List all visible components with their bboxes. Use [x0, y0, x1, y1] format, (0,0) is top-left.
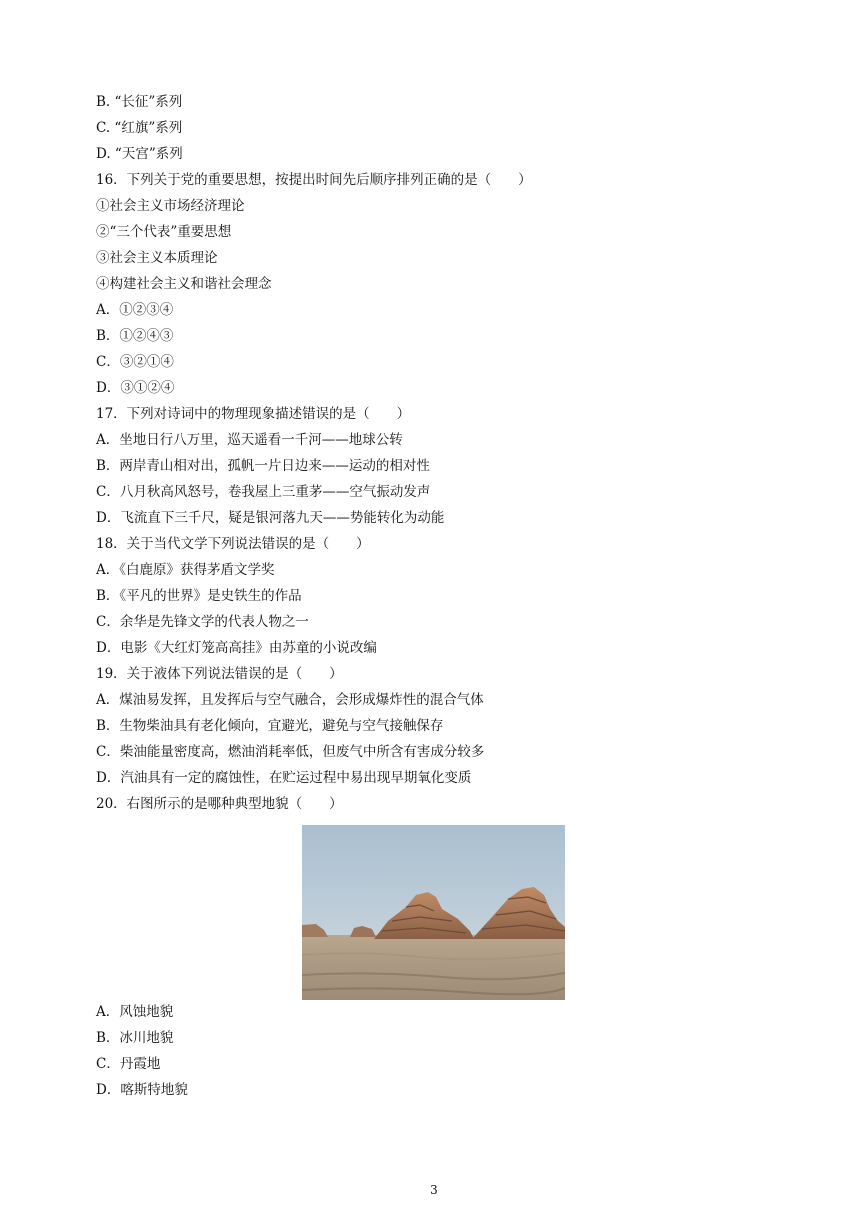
- q18-stem: 18．关于当代文学下列说法错误的是（ ）: [96, 536, 370, 552]
- q16-item-2: ②“三个代表”重要思想: [96, 224, 232, 240]
- q19-option-c: C．柴油能量密度高，燃油消耗率低，但废气中所含有害成分较多: [96, 744, 485, 760]
- q16-stem: 16．下列关于党的重要思想，按提出时间先后顺序排列正确的是（ ）: [96, 172, 532, 188]
- yardang-landform-photo: [302, 825, 565, 1000]
- q16-option-c: C．③②①④: [96, 354, 174, 370]
- q20-option-c: C．丹霞地: [96, 1056, 161, 1072]
- q16-item-1: ①社会主义市场经济理论: [96, 198, 245, 214]
- q20-stem: 20．右图所示的是哪种典型地貌（ ）: [96, 796, 343, 812]
- q17-stem: 17．下列对诗词中的物理现象描述错误的是（ ）: [96, 406, 411, 422]
- q18-option-d: D．电影《大红灯笼高高挂》由苏童的小说改编: [96, 640, 377, 656]
- q17-option-d: D．飞流直下三千尺，疑是银河落九天——势能转化为动能: [96, 510, 445, 526]
- q16-option-d: D．③①②④: [96, 380, 175, 396]
- q19-option-d: D．汽油具有一定的腐蚀性，在贮运过程中易出现早期氧化变质: [96, 770, 472, 786]
- q20-option-b: B．冰川地貌: [96, 1030, 174, 1046]
- q16-option-b: B．①②④③: [96, 328, 174, 344]
- q18-option-a: A．《白鹿原》获得茅盾文学奖: [96, 562, 275, 578]
- q16-item-3: ③社会主义本质理论: [96, 250, 218, 266]
- q17-option-c: C．八月秋高风怒号，卷我屋上三重茅——空气振动发声: [96, 484, 431, 500]
- q15-option-c: C. “红旗”系列: [96, 120, 183, 136]
- q16-item-4: ④构建社会主义和谐社会理念: [96, 276, 272, 292]
- q18-option-c: C．余华是先锋文学的代表人物之一: [96, 614, 309, 630]
- q18-option-b: B．《平凡的世界》是史铁生的作品: [96, 588, 302, 604]
- q16-option-a: A．①②③④: [96, 302, 174, 318]
- q19-option-a: A．煤油易发挥，且发挥后与空气融合，会形成爆炸性的混合气体: [96, 692, 484, 708]
- q19-stem: 19．关于液体下列说法错误的是（ ）: [96, 666, 343, 682]
- q20-option-d: D．喀斯特地貌: [96, 1082, 188, 1098]
- q20-option-a: A．风蚀地貌: [96, 1004, 174, 1020]
- q17-option-b: B．两岸青山相对出，孤帆一片日边来——运动的相对性: [96, 458, 430, 474]
- q15-option-d: D. “天宫”系列: [96, 146, 183, 162]
- q15-option-b: B. “长征”系列: [96, 94, 183, 110]
- page-number: 3: [430, 1183, 438, 1197]
- q17-option-a: A．坐地日行八万里，巡天遥看一千河——地球公转: [96, 432, 403, 448]
- q19-option-b: B．生物柴油具有老化倾向，宜避光，避免与空气接触保存: [96, 718, 444, 734]
